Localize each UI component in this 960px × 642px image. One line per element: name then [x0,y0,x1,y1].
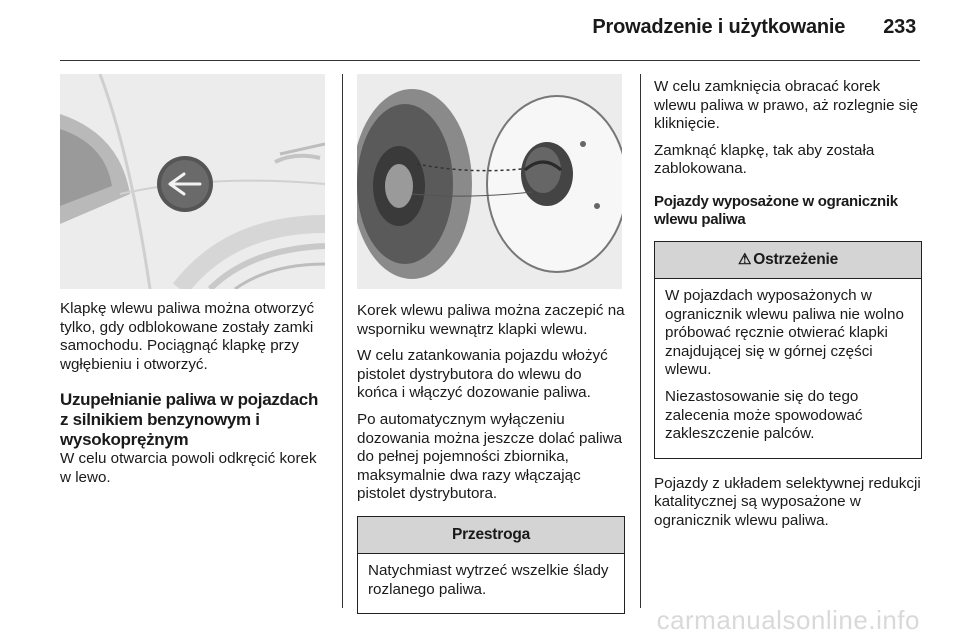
page-header [592,16,916,39]
column-2 [357,302,625,614]
caution-title: Przestroga [358,517,624,554]
caution-text: Natychmiast wytrzeć wszelkie ślady rozlanego paliwa. [368,561,609,598]
page-number: 233 [883,16,916,38]
warning-title: Ostrzeżenie [753,250,839,268]
warning-icon: ⚠ [737,250,752,268]
cap-close-paragraph: W celu zamknięcia obracać korek wlewu paliwa w prawo, aż rozlegnie się kliknięcie. [654,78,919,133]
warning-text-1: W pojazdach wyposażonych w ogranicznik wlewu paliwa nie wolno próbować ręcznie otwierać klapki znajdującej się w górnej części wlewu. [665,286,904,379]
scr-paragraph: Pojazdy z układem selektywnej redukcji katalitycznej są wyposażone w ogranicznik wlewu paliwa. [654,474,921,529]
column-divider-2 [640,74,641,608]
cap-open-paragraph: W celu otwarcia powoli odkręcić korek w lewo. [60,450,317,486]
column-divider-1 [342,74,343,608]
column-3 [654,78,922,539]
fuel-flap-illustration [60,74,325,289]
caution-box [357,516,625,614]
warning-text-2: Niezastosowanie się do tego zalecenia może spowodować zakleszczenie palców. [665,387,863,443]
fuel-cap-illustration [357,74,622,289]
flap-close-paragraph: Zamknąć klapkę, tak aby została zablokowana. [654,141,875,178]
top-off-paragraph: Po automatycznym wyłączeniu dozowania można jeszcze dolać paliwa do pełnej pojemności zbiornika, maksymalnie dwa razy włączając pistolet dystrybutora. [357,410,623,503]
warning-header [655,242,921,279]
page-title: Prowadzenie i użytkowanie [592,16,846,38]
refuelling-heading: Uzupełnianie paliwa w pojazdach z silnikiem benzynowym i wysokoprężnym [60,390,319,450]
cap-hook-paragraph: Korek wlewu paliwa można zaczepić na wsporniku wewnątrz klapki wlewu. [357,302,625,338]
watermark: carmanualsonline.info [656,605,920,635]
refuel-nozzle-paragraph: W celu zatankowania pojazdu włożyć pistolet dystrybutora do wlewu do końca i włączyć dozowanie paliwa. [357,347,608,402]
header-rule [60,60,920,61]
misfuel-inhibitor-heading: Pojazdy wyposażone w ogranicznik wlewu paliwa [654,192,898,228]
flap-open-paragraph: Klapkę wlewu paliwa można otworzyć tylko, gdy odblokowane zostały zamki samochodu. Pociągnąć klapkę przy wgłębieniu i otworzyć. [60,300,315,373]
column-1 [60,300,328,496]
warning-box [654,241,922,459]
